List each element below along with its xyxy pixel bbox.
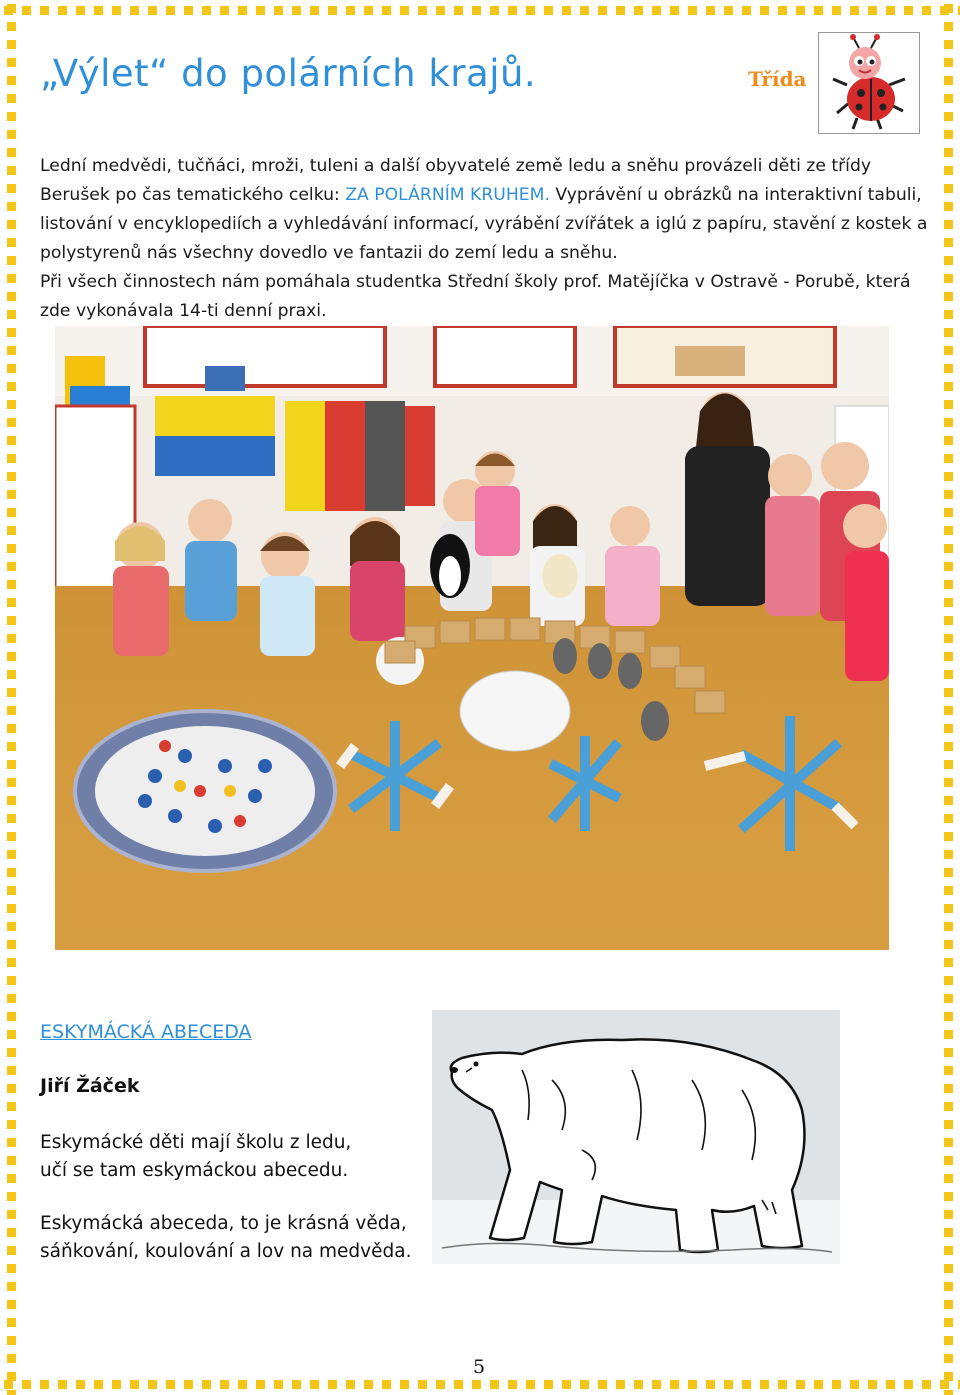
intro-highlight: ZA POLÁRNÍM KRUHEM. [345,185,550,205]
page-border-top [0,4,960,18]
poem-title: ESKYMÁCKÁ ABECEDA [40,1021,252,1043]
polar-bear-illustration [432,1010,840,1264]
page-number: 5 [473,1356,486,1378]
poem-author: Jiří Žáček [40,1075,140,1097]
page-border-left [5,0,19,1395]
page-title: „Výlet“ do polárních krajů. [40,52,537,95]
intro-text-1: Lední medvědi, tučňáci, mroži, tuleni a další obyvatelé země ledu a sněhu provázeli děti ze třídy Berušek po čas tematického celku: [40,156,872,205]
intro-paragraph [40,152,930,326]
ladybug-logo [818,32,920,134]
page-border-bottom [0,1378,960,1392]
poem-stanza-1 [40,1129,420,1185]
intro-text-3: Při všech činnostech nám pomáhala studentka Střední školy prof. Matějíčka v Ostravě - Porubě, která zde vykonávala 14-ti denní praxi. [40,272,911,321]
poem-line: Eskymácká abeceda, to je krásná věda, [40,1213,407,1234]
classroom-photo [55,326,889,950]
intro-text-2: Vyprávění u obrázků na interaktivní tabuli, listování v encyklopediích a vyhledávání informací, vyrábění zvířátek a iglú z papíru, stavění z kostek a polystyrenů nás všechny dovedlo ve fantazii do zemí ledu a sněhu. [40,185,928,263]
poem-stanza-2 [40,1210,420,1266]
poem-line: učí se tam eskymáckou abecedu. [40,1160,349,1181]
poem-line: sáňkování, koulování a lov na medvěda. [40,1241,412,1262]
page-border-right [942,0,956,1395]
poem-line: Eskymácké děti mají školu z ledu, [40,1132,352,1153]
class-label: Třída [748,67,807,91]
